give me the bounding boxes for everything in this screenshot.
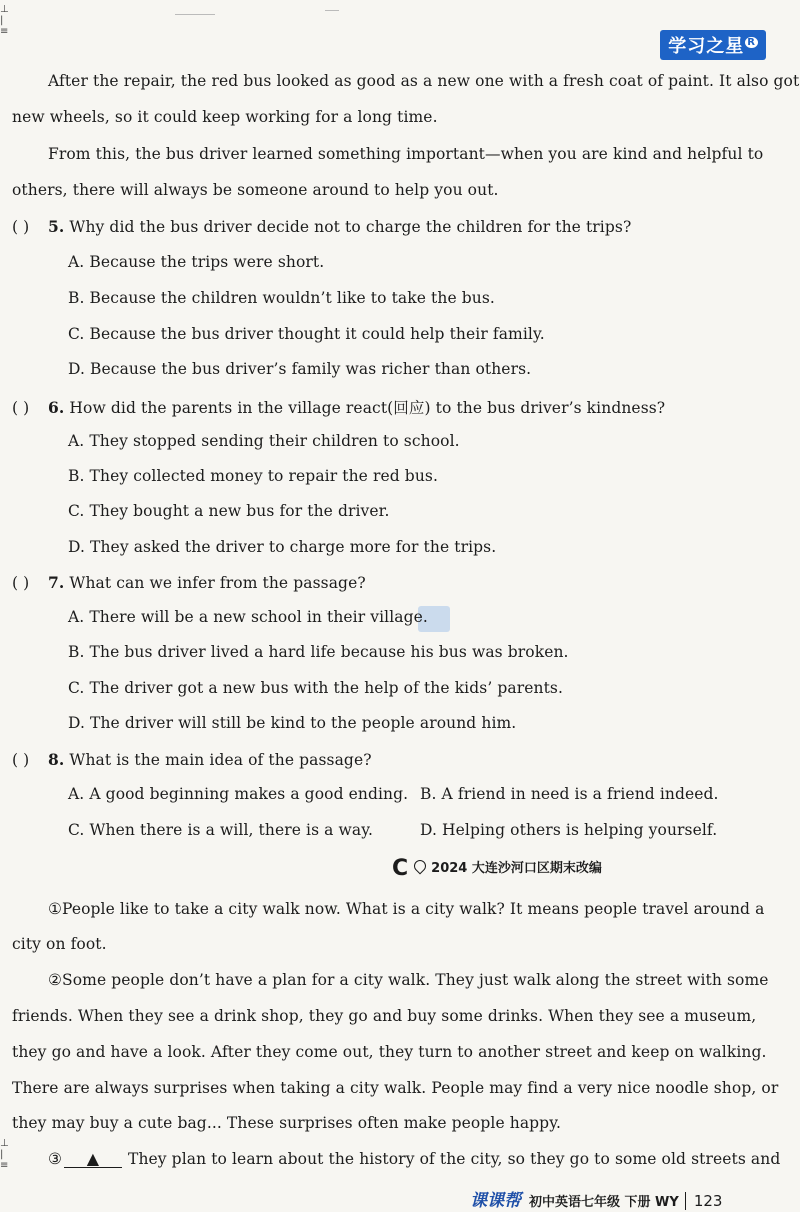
option-c: C. They bought a new bus for the driver. xyxy=(68,502,390,520)
footer-book-title: 初中英语七年级 下册 WY xyxy=(529,1195,679,1210)
answer-blank[interactable]: ▲ xyxy=(64,1151,122,1168)
question-text: What can we infer from the passage? xyxy=(69,574,366,592)
question-6 xyxy=(12,396,665,418)
option-d: D. Helping others is helping yourself. xyxy=(420,821,718,839)
page-footer xyxy=(470,1186,722,1211)
question-text: Why did the bus driver decide not to charge the children for the trips? xyxy=(69,218,632,236)
option-b: B. A friend in need is a friend indeed. xyxy=(420,785,719,803)
answer-bracket[interactable]: ( ) xyxy=(12,218,30,236)
question-text: How did the parents in the village react(回应) to the bus driver’s kindness? xyxy=(69,399,666,417)
section-letter: C xyxy=(392,856,409,881)
passage-line: others, there will always be someone around to help you out. xyxy=(12,181,499,199)
answer-bracket[interactable]: ( ) xyxy=(12,751,30,769)
scan-line xyxy=(325,10,339,11)
answer-bracket[interactable]: ( ) xyxy=(12,574,30,592)
question-number: 6. xyxy=(48,398,65,417)
option-a: A. There will be a new school in their village. xyxy=(68,608,428,626)
question-5 xyxy=(12,217,631,236)
location-pin-icon xyxy=(412,858,429,875)
option-b: B. The bus driver lived a hard life because his bus was broken. xyxy=(68,643,569,661)
passage-line: new wheels, so it could keep working for a long time. xyxy=(12,108,438,126)
question-number: 8. xyxy=(48,750,65,769)
answer-bracket[interactable]: ( ) xyxy=(12,399,30,417)
passage-line: From this, the bus driver learned something important—when you are kind and helpful to xyxy=(48,145,764,163)
section-header xyxy=(392,856,602,881)
question-8 xyxy=(12,750,372,769)
option-c: C. Because the bus driver thought it could help their family. xyxy=(68,325,545,343)
question-text: What is the main idea of the passage? xyxy=(69,751,372,769)
publisher-logo: 学习之星 $^R$ xyxy=(660,30,766,60)
question-7 xyxy=(12,573,366,592)
passage-line: they may buy a cute bag... These surprises often make people happy. xyxy=(12,1114,562,1132)
question-number: 5. xyxy=(48,217,65,236)
footer-brand: 课课帮 xyxy=(470,1191,521,1211)
margin-binding-mark: ⊥ | ≡ xyxy=(0,4,9,37)
passage-line: ②Some people don’t have a plan for a city walk. They just walk along the street with some xyxy=(48,971,769,989)
option-a: A. Because the trips were short. xyxy=(68,253,325,271)
scan-line xyxy=(175,14,215,15)
option-c: C. When there is a will, there is a way. xyxy=(68,821,374,839)
passage-line: There are always surprises when taking a city walk. People may find a very nice noodle shop, or xyxy=(12,1079,779,1097)
margin-binding-mark: ⊥ | ≡ xyxy=(0,1138,9,1171)
passage-line: they go and have a look. After they come out, they turn to another street and keep on walking. xyxy=(12,1043,767,1061)
option-a: A. A good beginning makes a good ending. xyxy=(68,785,409,803)
passage-line: ①People like to take a city walk now. What is a city walk? It means people travel around a xyxy=(48,900,765,918)
passage-line: After the repair, the red bus looked as good as a new one with a fresh coat of paint. It also got xyxy=(48,72,800,90)
passage-line: city on foot. xyxy=(12,935,107,953)
option-d: D. They asked the driver to charge more for the trips. xyxy=(68,538,497,556)
option-d: D. The driver will still be kind to the people around him. xyxy=(68,714,517,732)
page-number: 123 xyxy=(685,1192,723,1210)
option-d: D. Because the bus driver’s family was richer than others. xyxy=(68,360,532,378)
option-b: B. Because the children wouldn’t like to take the bus. xyxy=(68,289,495,307)
section-source: 2024 大连沙河口区期末改编 xyxy=(431,861,602,876)
question-number: 7. xyxy=(48,573,65,592)
option-b: B. They collected money to repair the red bus. xyxy=(68,467,438,485)
passage-line: ③ ▲ They plan to learn about the history of the city, so they go to some old streets and xyxy=(48,1149,781,1168)
passage-line: friends. When they see a drink shop, they go and buy some drinks. When they see a museum, xyxy=(12,1007,757,1025)
option-a: A. They stopped sending their children to school. xyxy=(68,432,460,450)
option-c: C. The driver got a new bus with the help of the kids’ parents. xyxy=(68,679,564,697)
